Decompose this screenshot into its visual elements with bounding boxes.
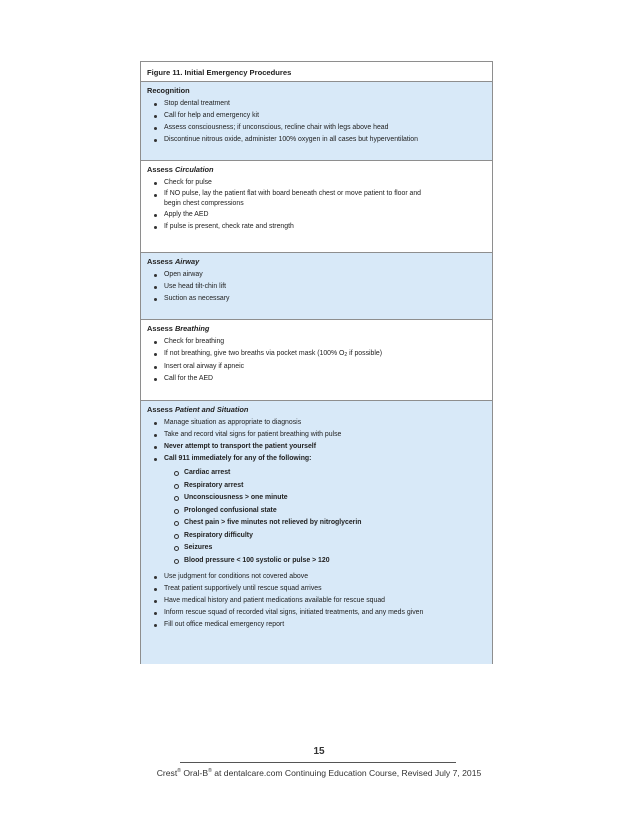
title-emphasis: Airway	[174, 257, 200, 266]
list-item: Apply the AED	[147, 209, 486, 221]
title-prefix: Assess	[147, 405, 175, 414]
patient-list-after	[147, 571, 486, 631]
footer-citation	[0, 768, 638, 778]
patient-list	[147, 417, 486, 465]
section-title-airway	[147, 257, 486, 266]
registered-mark: ®	[208, 768, 212, 775]
list-item: Call 911 immediately for any of the following:	[147, 453, 486, 465]
list-item: Call for the AED	[147, 373, 486, 385]
sub-list-item: Blood pressure < 100 systolic or pulse > 120	[147, 555, 486, 568]
section-title-circulation	[147, 165, 486, 174]
sub-list-item: Prolonged confusional state	[147, 505, 486, 518]
page-number: 15	[313, 746, 325, 757]
title-prefix: Assess	[147, 257, 175, 266]
list-item: Discontinue nitrous oxide, administer 100% oxygen in all cases but hyperventilation	[147, 134, 486, 146]
list-item: Stop dental treatment	[147, 98, 486, 110]
breathing-list	[147, 336, 486, 385]
emergency-procedures-figure	[140, 61, 493, 664]
title-emphasis: Circulation	[174, 165, 214, 174]
section-patient-situation	[141, 401, 492, 664]
list-item: Inform rescue squad of recorded vital signs, initiated treatments, and any meds given	[147, 607, 486, 619]
list-item: Never attempt to transport the patient yourself	[147, 441, 486, 453]
list-item: Fill out office medical emergency report	[147, 619, 486, 631]
title-prefix: Assess	[147, 324, 175, 333]
sub-list-item: Seizures	[147, 542, 486, 555]
list-item: Use head tilt-chin lift	[147, 281, 486, 293]
list-item-text: If not breathing, give two breaths via pocket mask (100% O	[164, 350, 345, 357]
list-item: Open airway	[147, 269, 486, 281]
sub-list-item: Respiratory arrest	[147, 480, 486, 493]
subscript: 2	[344, 352, 348, 358]
sub-list-item: Unconsciousness > one minute	[147, 492, 486, 505]
section-circulation	[141, 161, 492, 253]
footer-course-text: at dentalcare.com Continuing Education Course, Revised July 7, 2015	[211, 768, 482, 778]
title-emphasis: Patient and Situation	[174, 405, 249, 414]
footer-brand-oralb: Oral-B	[180, 768, 209, 778]
list-item: Check for breathing	[147, 336, 486, 348]
list-item: Manage situation as appropriate to diagnosis	[147, 417, 486, 429]
airway-list	[147, 269, 486, 305]
section-recognition	[141, 82, 492, 161]
recognition-list	[147, 98, 486, 146]
footer-divider	[180, 762, 456, 763]
list-item: Call for help and emergency kit	[147, 110, 486, 122]
title-prefix: Assess	[147, 165, 175, 174]
section-breathing	[141, 320, 492, 401]
list-item: Assess consciousness; if unconscious, recline chair with legs above head	[147, 122, 486, 134]
list-item: If pulse is present, check rate and strength	[147, 221, 486, 233]
list-item: Suction as necessary	[147, 293, 486, 305]
section-title-recognition: Recognition	[147, 86, 190, 95]
section-airway	[141, 253, 492, 320]
sub-list-item: Respiratory difficulty	[147, 530, 486, 543]
sub-list-item: Cardiac arrest	[147, 467, 486, 480]
figure-title: Figure 11. Initial Emergency Procedures	[141, 62, 492, 82]
section-title-breathing	[147, 324, 486, 333]
list-item: Insert oral airway if apneic	[147, 361, 486, 373]
registered-mark: ®	[177, 768, 181, 775]
list-item-line: If NO pulse, lay the patient flat with board beneath chest or move patient to floor and	[164, 190, 422, 197]
section-title-patient	[147, 405, 486, 414]
list-item-text: if possible)	[347, 350, 383, 357]
list-item: Have medical history and patient medications available for rescue squad	[147, 595, 486, 607]
list-item-line: begin chest compressions	[164, 200, 244, 207]
list-item: Check for pulse	[147, 177, 486, 189]
list-item	[147, 348, 486, 361]
footer-brand-crest: Crest	[156, 768, 178, 778]
title-emphasis: Breathing	[174, 324, 210, 333]
circulation-list	[147, 177, 486, 233]
list-item	[147, 189, 486, 209]
list-item: Treat patient supportively until rescue squad arrives	[147, 583, 486, 595]
list-item: Take and record vital signs for patient breathing with pulse	[147, 429, 486, 441]
list-item: Use judgment for conditions not covered above	[147, 571, 486, 583]
call-911-conditions-list	[147, 467, 486, 567]
sub-list-item: Chest pain > five minutes not relieved by nitroglycerin	[147, 517, 486, 530]
